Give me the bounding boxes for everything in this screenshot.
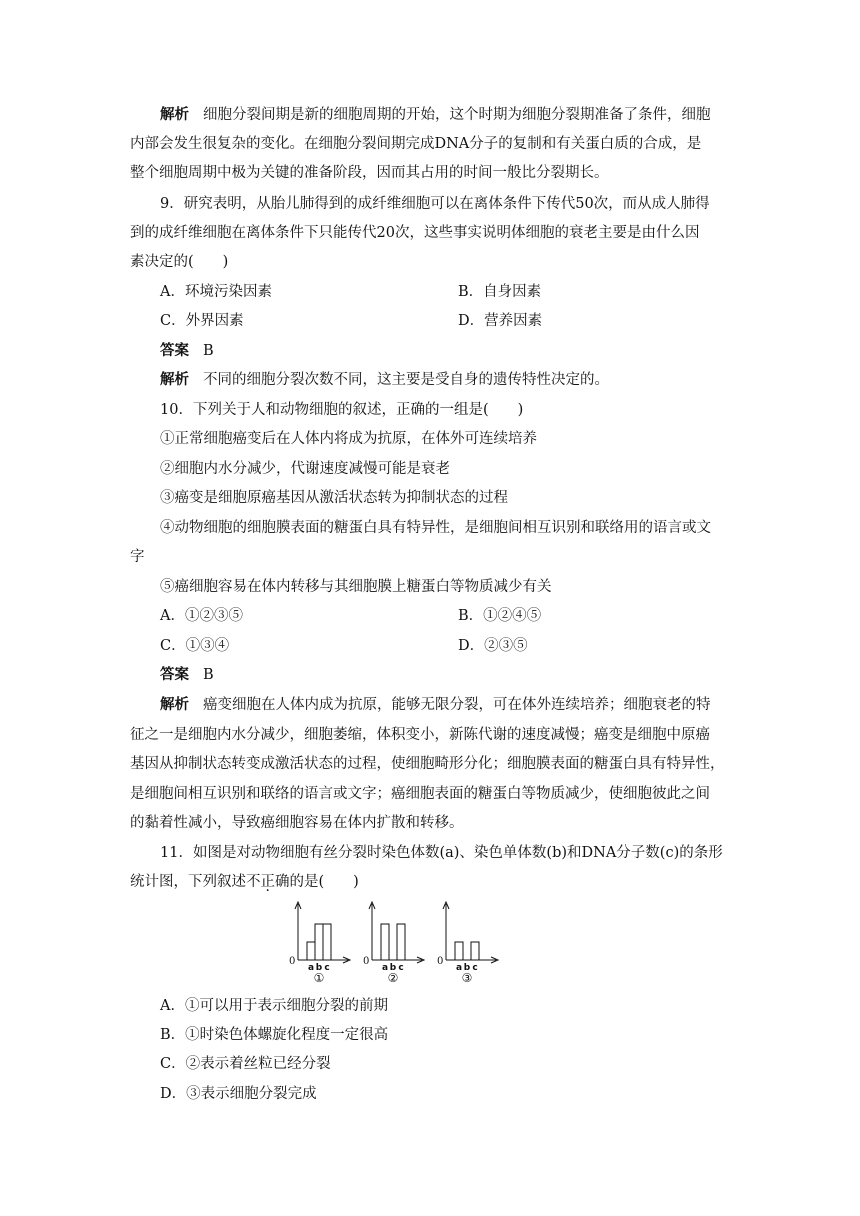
tick-label-c: c — [398, 963, 404, 973]
question-9-line3: 素决定的( ) — [130, 254, 229, 270]
tick-label-a: a — [455, 963, 463, 973]
q11-emphasis: 不正确 — [246, 874, 290, 890]
question-9-line2: 到的成纤维细胞在离体条件下只能传代20次，这些事实说明体细胞的衰老主要是由什么因 — [130, 225, 700, 241]
tick-label-a: a — [381, 963, 389, 973]
q10-option-b[interactable]: B．①②④⑤ — [458, 608, 542, 624]
chart-label: ① — [313, 971, 325, 985]
tick-label-c: c — [472, 963, 478, 973]
question-9-line1: 9．研究表明，从胎儿肺得到的成纤维细胞可以在离体条件下传代50次，而从成人肺得 — [160, 196, 710, 212]
origin-label: 0 — [437, 956, 444, 967]
bar-c — [323, 924, 331, 960]
analysis-label: 解析 — [160, 696, 189, 713]
q10-item-2: ②细胞内水分减少，代谢速度减慢可能是衰老 — [160, 461, 450, 477]
q10-item-4: ④动物细胞的细胞膜表面的糖蛋白具有特异性，是细胞间相互识别和联络用的语言或文 — [160, 520, 711, 536]
q10-item-5: ⑤癌细胞容易在体内转移与其细胞膜上糖蛋白等物质减少有关 — [160, 579, 552, 595]
q10-item-1: ①正常细胞癌变后在人体内将成为抗原，在体外可连续培养 — [160, 431, 537, 447]
q10-analysis-line5: 的黏着性减小，导致癌细胞容易在体内扩散和转移。 — [130, 815, 464, 831]
bar-b — [315, 924, 323, 960]
answer-value: B — [203, 343, 214, 359]
q10-item-4-cont: 字 — [130, 549, 145, 565]
q10-option-d[interactable]: D．②③⑤ — [458, 638, 528, 654]
analysis-q8-line1 — [160, 104, 711, 126]
q10-option-c[interactable]: C．①③④ — [160, 638, 230, 654]
question-10-stem: 10．下列关于人和动物细胞的叙述，正确的一组是( ) — [160, 402, 524, 418]
q9-option-c[interactable]: C．外界因素 — [160, 313, 244, 329]
bar-a — [307, 942, 315, 960]
q10-option-a[interactable]: A．①②③⑤ — [160, 608, 243, 624]
analysis-text: 细胞分裂间期是新的细胞周期的开始，这个时期为细胞分裂期准备了条件，细胞 — [203, 107, 711, 123]
tick-label-a: a — [307, 963, 315, 973]
q11-option-c[interactable]: C．②表示着丝粒已经分裂 — [160, 1056, 331, 1072]
q11-text-pre: 统计图，下列叙述 — [130, 874, 246, 890]
analysis-label: 解析 — [160, 371, 189, 388]
tick-label-b: b — [463, 963, 471, 973]
q11-option-a[interactable]: A．①可以用于表示细胞分裂的前期 — [160, 998, 388, 1014]
q9-analysis — [160, 369, 609, 391]
analysis-label: 解析 — [160, 106, 189, 123]
origin-label: 0 — [289, 956, 296, 967]
q9-option-d[interactable]: D．营养因素 — [458, 313, 543, 329]
q10-analysis-line4: 是细胞间相互识别和联络的语言或文字；癌细胞表面的糖蛋白等物质减少，使细胞彼此之间 — [130, 786, 710, 802]
q10-analysis-line3: 基因从抑制状态转变成激活状态的过程，使细胞畸形分化；细胞膜表面的糖蛋白具有特异性， — [130, 756, 725, 772]
q9-option-a[interactable]: A．环境污染因素 — [160, 284, 272, 300]
answer-value: B — [203, 667, 214, 683]
q10-analysis-line1 — [160, 694, 711, 716]
bar-c — [397, 924, 405, 960]
q10-analysis-line2: 征之一是细胞内水分减少，细胞萎缩，体积变小，新陈代谢的速度减慢；癌变是细胞中原癌 — [130, 727, 710, 743]
q11-option-d[interactable]: D．③表示细胞分裂完成 — [160, 1086, 317, 1102]
bar-a — [381, 924, 389, 960]
q10-answer — [160, 664, 214, 686]
bar-c — [471, 942, 479, 960]
q9-option-b[interactable]: B．自身因素 — [458, 284, 542, 300]
tick-label-c: c — [324, 963, 330, 973]
chart-label: ③ — [461, 971, 473, 985]
answer-label: 答案 — [160, 342, 189, 359]
analysis-q8-line3: 整个细胞周期中极为关键的准备阶段，因而其占用的时间一般比分裂期长。 — [130, 165, 609, 181]
q11-option-b[interactable]: B．①时染色体螺旋化程度一定很高 — [160, 1027, 389, 1043]
bar-chart-figure — [286, 898, 516, 988]
q11-text-post: 的是( ) — [289, 874, 359, 890]
answer-label: 答案 — [160, 666, 189, 683]
tick-label-b: b — [389, 963, 397, 973]
analysis-q8-line2: 内部会发生很复杂的变化。在细胞分裂间期完成DNA分子的复制和有关蛋白质的合成，是 — [130, 136, 702, 152]
q10-item-3: ③癌变是细胞原癌基因从激活状态转为抑制状态的过程 — [160, 490, 508, 506]
tick-label-b: b — [315, 963, 323, 973]
chart-label: ② — [387, 971, 399, 985]
question-11-line1: 11．如图是对动物细胞有丝分裂时染色体数(a)、染色单体数(b)和DNA分子数(c)的条形 — [160, 845, 723, 861]
analysis-text: 不同的细胞分裂次数不同，这主要是受自身的遗传特性决定的。 — [203, 372, 609, 388]
bar-a — [455, 942, 463, 960]
question-11-line2 — [130, 871, 359, 893]
q9-answer — [160, 340, 214, 362]
analysis-text: 癌变细胞在人体内成为抗原，能够无限分裂，可在体外连续培养；细胞衰老的特 — [203, 697, 711, 713]
origin-label: 0 — [363, 956, 370, 967]
